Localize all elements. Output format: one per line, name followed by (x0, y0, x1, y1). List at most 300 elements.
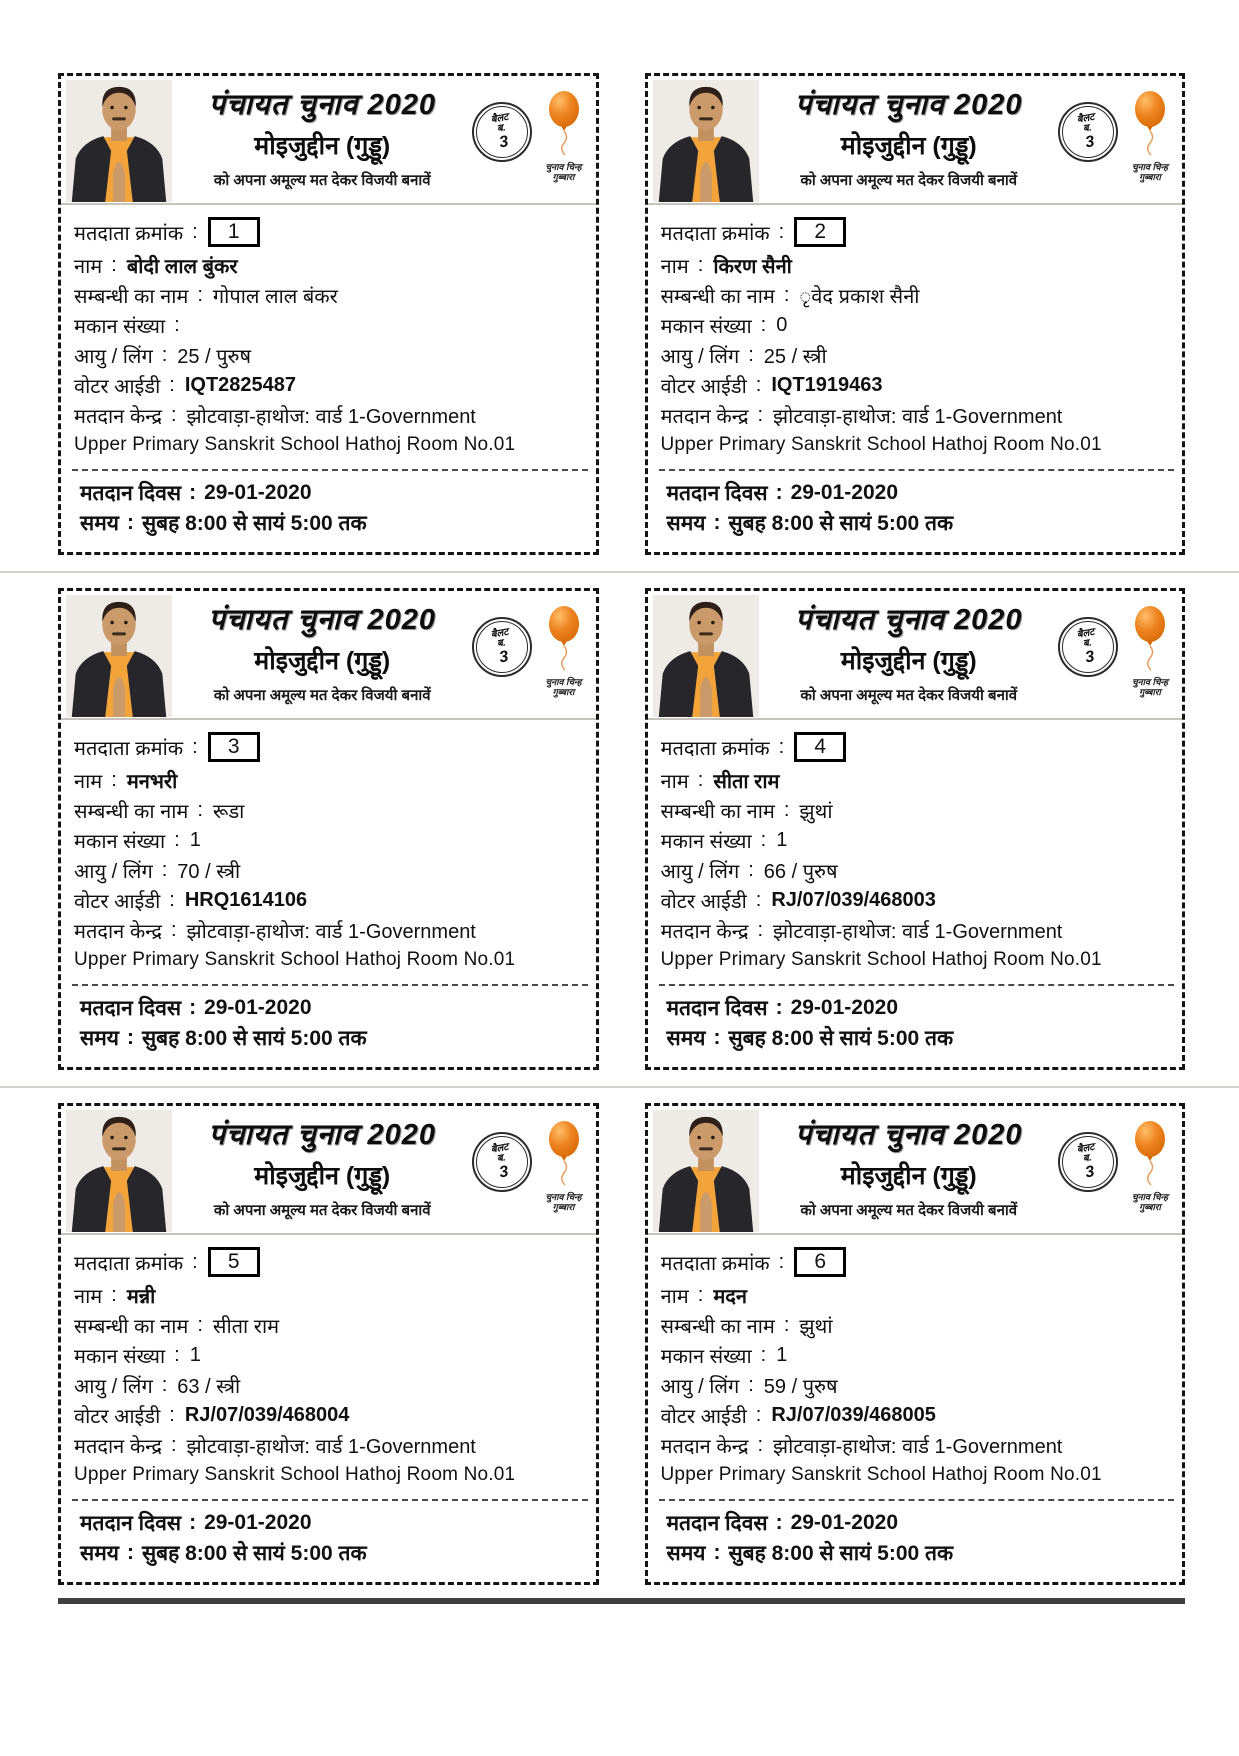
field-polling-booth (661, 400, 1175, 430)
ballot-number-seal-text (1056, 615, 1121, 680)
field-label: मतदाता क्रमांक (660, 222, 770, 245)
serial-number-box: 3 (208, 732, 260, 762)
ballot-number: 3 (1083, 132, 1096, 151)
field-serial (661, 214, 1175, 250)
colon: : (161, 1373, 168, 1396)
field-relative-name (661, 795, 1175, 825)
card-header-text (760, 80, 1059, 202)
candidate-photo (65, 80, 173, 202)
house-number: 0 (776, 313, 788, 336)
field-age-gender (74, 855, 588, 885)
voter-details (661, 729, 1175, 1053)
field-label: मकान संख्या (660, 1345, 752, 1368)
colon: : (713, 1541, 721, 1564)
relative-name: रूडा (212, 800, 245, 823)
colon: : (189, 481, 197, 504)
voter-slip-card (645, 1103, 1186, 1585)
colon: : (189, 996, 197, 1019)
colon: : (755, 888, 762, 911)
field-label: सम्बन्धी का नाम (74, 1315, 189, 1338)
field-polling-booth (74, 915, 588, 945)
colon: : (161, 343, 168, 366)
field-serial (74, 1244, 588, 1280)
symbol-caption-line1: चुनाव चिन्ह (1131, 1192, 1169, 1202)
header-separator-line (648, 203, 1183, 205)
seal-word: ब. (1082, 1151, 1093, 1165)
symbol-caption-line1: चुनाव चिन्ह (1131, 162, 1169, 172)
field-label: मतदान केन्द्र (660, 405, 749, 428)
field-serial (74, 729, 588, 765)
balloon-icon (1130, 90, 1170, 156)
symbol-caption-line1: चुनाव चिन्ह (545, 1192, 582, 1202)
card-header-right (1058, 1110, 1176, 1232)
field-polling-booth (661, 915, 1175, 945)
field-serial (661, 729, 1175, 765)
header-separator-line (648, 1233, 1183, 1235)
field-label: मतदान दिवस (80, 997, 182, 1020)
field-label: आयु / लिंग (74, 860, 153, 883)
colon: : (760, 313, 767, 336)
field-name (74, 765, 588, 795)
field-name (74, 250, 588, 280)
colon: : (169, 1403, 175, 1426)
field-label: मतदान दिवस (80, 482, 182, 505)
voter-name: सीता राम (713, 770, 780, 793)
candidate-photo (652, 1110, 760, 1232)
election-symbol (538, 1120, 590, 1213)
election-title: पंचायत चुनाव 2020 (794, 89, 1023, 121)
seal-word: ब. (495, 636, 506, 650)
seal-word: बैलट (1075, 111, 1096, 126)
colon: : (760, 828, 767, 851)
header-separator-line (61, 718, 596, 720)
field-label: समय (80, 512, 119, 535)
field-label: समय (80, 1027, 119, 1050)
ballot-number-seal-text (1056, 1130, 1121, 1195)
colon: : (775, 996, 783, 1019)
card-header-right (1058, 595, 1176, 717)
colon: : (197, 283, 203, 306)
colon: : (174, 313, 180, 336)
field-label: सम्बन्धी का नाम (74, 285, 189, 308)
symbol-caption-line2: गुब्बारा (1139, 687, 1161, 698)
card-header-text (173, 595, 472, 717)
school-address: Upper Primary Sanskrit School Hathoj Room No.01 (74, 434, 516, 455)
candidate-name: मोइजुद्दीन (गुड्डू) (840, 647, 977, 675)
colon: : (192, 1250, 198, 1273)
candidate-photo (65, 1110, 173, 1232)
booth-address: झोटवाड़ा-हाथोज: वार्ड 1-Government (773, 1435, 1063, 1458)
election-title: पंचायत चुनाव 2020 (208, 89, 437, 121)
field-label: नाम (660, 255, 689, 278)
booth-address: झोटवाड़ा-हाथोज: वार्ड 1-Government (186, 920, 476, 943)
school-address: Upper Primary Sanskrit School Hathoj Room No.01 (660, 434, 1102, 455)
voter-slip-card (58, 73, 599, 555)
field-label: नाम (74, 770, 103, 793)
field-age-gender (74, 1370, 588, 1400)
card-header-right (472, 1110, 590, 1232)
colon: : (783, 798, 790, 821)
field-label: मतदान दिवस (666, 1512, 768, 1535)
colon: : (778, 1250, 785, 1273)
election-title: पंचायत चुनाव 2020 (794, 1119, 1023, 1151)
field-label: मकान संख्या (74, 1345, 166, 1368)
field-label: नाम (74, 255, 103, 278)
polling-time-text (74, 508, 588, 538)
election-title: पंचायत चुनाव 2020 (794, 604, 1023, 636)
colon: : (748, 343, 754, 366)
ballot-number-seal-text (469, 1130, 534, 1195)
booth-address: झोटवाड़ा-हाथोज: वार्ड 1-Government (773, 920, 1063, 943)
card-grid (58, 73, 1185, 1585)
field-label: मकान संख्या (74, 315, 166, 338)
polling-time-value: सुबह 8:00 से सायं 5:00 तक (141, 1542, 367, 1565)
field-relative-name (74, 1310, 588, 1340)
field-label: आयु / लिंग (660, 1375, 740, 1398)
polling-time-text (661, 1023, 1175, 1053)
seal-word: ब. (495, 121, 506, 135)
ballot-number: 3 (497, 647, 510, 666)
seal-word: ब. (1082, 636, 1093, 650)
polling-day-value: 29-01-2020 (204, 1511, 312, 1534)
election-symbol (1124, 90, 1176, 183)
ballot-number-seal (1058, 617, 1118, 677)
polling-time-text (661, 508, 1175, 538)
ballot-number: 3 (1083, 1162, 1096, 1181)
colon: : (169, 373, 175, 396)
serial-number-box: 2 (794, 217, 846, 247)
relative-name: गोपाल लाल बंकर (212, 285, 338, 308)
age-gender: 70 / स्त्री (177, 860, 241, 883)
election-symbol (538, 90, 590, 183)
field-house-number (661, 1340, 1175, 1370)
voter-id: IQT1919463 (771, 373, 883, 396)
field-label: मतदाता क्रमांक (74, 737, 184, 760)
symbol-caption-line2: गुब्बारा (1139, 1202, 1161, 1213)
field-label: मतदान केन्द्र (74, 920, 162, 943)
school-address: Upper Primary Sanskrit School Hathoj Room No.01 (74, 1464, 516, 1485)
colon: : (713, 511, 721, 534)
field-age-gender (661, 855, 1175, 885)
colon: : (169, 888, 175, 911)
colon: : (170, 403, 177, 426)
voter-id: RJ/07/039/468005 (771, 1403, 936, 1426)
age-gender: 25 / स्त्री (763, 345, 827, 368)
field-polling-booth (661, 1430, 1175, 1460)
voter-id: RJ/07/039/468004 (184, 1403, 350, 1426)
polling-time-value: सुबह 8:00 से सायं 5:00 तक (728, 1027, 954, 1050)
field-label: आयु / लिंग (660, 860, 740, 883)
field-label: मतदान केन्द्र (660, 920, 749, 943)
field-age-gender (74, 340, 588, 370)
polling-time-text (74, 1023, 588, 1053)
voter-details (74, 214, 588, 538)
field-label: मतदान दिवस (666, 482, 768, 505)
polling-time-text (74, 1538, 588, 1568)
house-number: 1 (776, 828, 788, 851)
slogan-text: को अपना अमूल्य मत देकर विजयी बनावें (213, 172, 431, 189)
slogan-text: को अपना अमूल्य मत देकर विजयी बनावें (213, 687, 431, 704)
election-symbol (538, 605, 590, 698)
field-label: वोटर आईडी (74, 375, 161, 398)
colon: : (775, 481, 783, 504)
field-voter-id (661, 370, 1175, 400)
colon: : (189, 1511, 197, 1534)
ballot-number-seal (472, 1132, 532, 1192)
field-name (661, 250, 1175, 280)
field-age-gender (661, 340, 1175, 370)
field-label: वोटर आईडी (660, 1405, 747, 1428)
colon: : (174, 828, 180, 851)
field-label: समय (666, 512, 706, 535)
card-header-text (760, 1110, 1059, 1232)
candidate-photo (65, 595, 173, 717)
field-voter-id (661, 885, 1175, 915)
field-label: मकान संख्या (660, 830, 752, 853)
candidate-name: मोइजुद्दीन (गुड्डू) (254, 1162, 391, 1190)
card-header (65, 1110, 590, 1232)
symbol-caption-line2: गुब्बारा (552, 172, 575, 183)
field-label: आयु / लिंग (660, 345, 740, 368)
candidate-name: मोइजुद्दीन (गुड्डू) (840, 1162, 977, 1190)
card-header (652, 595, 1177, 717)
symbol-caption (538, 162, 590, 183)
footer-separator-line (72, 1499, 588, 1501)
field-label: मतदान केन्द्र (660, 1435, 749, 1458)
candidate-name: मोइजुद्दीन (गुड्डू) (254, 647, 391, 675)
field-serial (74, 214, 588, 250)
field-name (74, 1280, 588, 1310)
voter-slip-card (58, 588, 599, 1070)
symbol-caption (1124, 1192, 1176, 1213)
colon: : (760, 1343, 767, 1366)
candidate-photo-image (652, 595, 760, 717)
field-label: वोटर आईडी (74, 890, 161, 913)
age-gender: 59 / पुरुष (763, 1375, 838, 1398)
booth-address: झोटवाड़ा-हाथोज: वार्ड 1-Government (186, 405, 476, 428)
colon: : (778, 735, 785, 758)
voter-slip-card (645, 588, 1186, 1070)
candidate-photo (652, 595, 760, 717)
ballot-number-seal (1058, 1132, 1118, 1192)
house-number: 1 (189, 1343, 201, 1366)
colon: : (697, 253, 704, 276)
field-voter-id (74, 370, 588, 400)
field-label: मतदाता क्रमांक (660, 1252, 770, 1275)
symbol-caption-line1: चुनाव चिन्ह (545, 677, 582, 687)
booth-address: झोटवाड़ा-हाथोज: वार्ड 1-Government (773, 405, 1063, 428)
field-relative-name (74, 795, 588, 825)
colon: : (748, 858, 754, 881)
school-address: Upper Primary Sanskrit School Hathoj Room No.01 (660, 1464, 1102, 1485)
colon: : (783, 1313, 790, 1336)
seal-word: ब. (1082, 121, 1093, 135)
colon: : (697, 768, 704, 791)
colon: : (757, 918, 764, 941)
colon: : (126, 1541, 134, 1564)
colon: : (757, 1433, 764, 1456)
relative-name: सीता राम (212, 1315, 280, 1338)
field-house-number (74, 1340, 588, 1370)
header-separator-line (61, 203, 596, 205)
field-label: सम्बन्धी का नाम (74, 800, 189, 823)
field-label: आयु / लिंग (74, 345, 153, 368)
voter-name: मन्नी (126, 1285, 156, 1308)
election-title: पंचायत चुनाव 2020 (208, 604, 437, 636)
card-header (65, 595, 590, 717)
balloon-icon (1130, 1120, 1170, 1186)
voter-details (74, 729, 588, 1053)
ballot-number: 3 (497, 132, 510, 151)
colon: : (748, 1373, 754, 1396)
colon: : (111, 1283, 117, 1306)
field-name (661, 765, 1175, 795)
colon: : (111, 768, 117, 791)
balloon-icon (544, 605, 584, 671)
slogan-text: को अपना अमूल्य मत देकर विजयी बनावें (800, 1202, 1018, 1219)
relative-name: ◌ृवेद प्रकाश सैनी (799, 285, 920, 308)
house-number: 1 (776, 1343, 788, 1366)
seal-word: ब. (495, 1151, 506, 1165)
colon: : (192, 735, 198, 758)
card-header (65, 80, 590, 202)
candidate-name: मोइजुद्दीन (गुड्डू) (840, 132, 977, 160)
card-header-text (173, 80, 472, 202)
symbol-caption-line2: गुब्बारा (552, 687, 575, 698)
field-relative-name (661, 280, 1175, 310)
field-label: मतदाता क्रमांक (74, 1252, 184, 1275)
field-polling-booth (74, 1430, 588, 1460)
polling-day-text (661, 478, 1175, 508)
field-label: सम्बन्धी का नाम (660, 800, 775, 823)
row-separator-line (0, 1086, 1239, 1088)
card-header-text (760, 595, 1059, 717)
field-label: मतदान दिवस (80, 1512, 182, 1535)
voter-name: मनभरी (126, 770, 178, 793)
field-label: मतदाता क्रमांक (660, 737, 770, 760)
field-label: नाम (74, 1285, 103, 1308)
voter-details (661, 214, 1175, 538)
colon: : (713, 1026, 721, 1049)
candidate-photo (652, 80, 760, 202)
voter-id: HRQ1614106 (184, 888, 308, 911)
field-age-gender (661, 1370, 1175, 1400)
election-title: पंचायत चुनाव 2020 (208, 1119, 437, 1151)
field-name (661, 1280, 1175, 1310)
election-symbol (1124, 1120, 1176, 1213)
age-gender: 63 / स्त्री (177, 1375, 241, 1398)
ballot-number: 3 (497, 1162, 510, 1181)
balloon-icon (1130, 605, 1170, 671)
field-label: सम्बन्धी का नाम (660, 285, 775, 308)
card-header (652, 1110, 1177, 1232)
colon: : (197, 798, 203, 821)
polling-time-value: सुबह 8:00 से सायं 5:00 तक (141, 1027, 367, 1050)
colon: : (775, 1511, 783, 1534)
voter-name: मदन (713, 1285, 747, 1308)
field-house-number (74, 825, 588, 855)
slogan-text: को अपना अमूल्य मत देकर विजयी बनावें (800, 687, 1018, 704)
ballot-number-seal (472, 102, 532, 162)
field-label: वोटर आईडी (74, 1405, 161, 1428)
field-label: समय (80, 1542, 119, 1565)
field-serial (661, 1244, 1175, 1280)
ballot-number-seal-text (469, 615, 534, 680)
field-label: नाम (660, 1285, 689, 1308)
ballot-number-seal-text (469, 100, 534, 165)
field-relative-name (661, 1310, 1175, 1340)
polling-time-value: सुबह 8:00 से सायं 5:00 तक (728, 512, 954, 535)
field-label: नाम (660, 770, 689, 793)
symbol-caption (1124, 162, 1176, 183)
candidate-photo-image (652, 80, 760, 202)
candidate-photo-image (65, 80, 173, 202)
field-label: मतदान केन्द्र (74, 405, 162, 428)
symbol-caption-line1: चुनाव चिन्ह (545, 162, 582, 172)
voter-details (661, 1244, 1175, 1568)
relative-name: झुथां (799, 1315, 833, 1338)
field-label: मतदाता क्रमांक (74, 222, 184, 245)
balloon-icon (544, 90, 584, 156)
footer-separator-line (659, 469, 1175, 471)
row-separator-line (0, 571, 1239, 573)
field-voter-id (74, 1400, 588, 1430)
field-label: सम्बन्धी का नाम (660, 1315, 775, 1338)
colon: : (757, 403, 764, 426)
booth-address: झोटवाड़ा-हाथोज: वार्ड 1-Government (186, 1435, 476, 1458)
symbol-caption (538, 677, 590, 698)
field-house-number (661, 310, 1175, 340)
card-header (652, 80, 1177, 202)
field-label: मकान संख्या (660, 315, 752, 338)
ballot-number: 3 (1083, 647, 1096, 666)
colon: : (778, 220, 785, 243)
candidate-photo-image (65, 595, 173, 717)
field-label: समय (666, 1027, 706, 1050)
colon: : (170, 918, 177, 941)
colon: : (174, 1343, 180, 1366)
polling-time-text (661, 1538, 1175, 1568)
polling-day-value: 29-01-2020 (204, 481, 312, 504)
symbol-caption-line1: चुनाव चिन्ह (1131, 677, 1169, 687)
colon: : (170, 1433, 177, 1456)
polling-day-value: 29-01-2020 (790, 481, 898, 504)
voter-details (74, 1244, 588, 1568)
seal-word: बैलट (489, 626, 509, 641)
polling-time-value: सुबह 8:00 से सायं 5:00 तक (728, 1542, 954, 1565)
serial-number-box: 4 (794, 732, 846, 762)
field-label: आयु / लिंग (74, 1375, 153, 1398)
slogan-text: को अपना अमूल्य मत देकर विजयी बनावें (800, 172, 1018, 189)
field-voter-id (74, 885, 588, 915)
seal-word: बैलट (489, 111, 509, 126)
symbol-caption-line2: गुब्बारा (1139, 172, 1161, 183)
polling-day-text (74, 1508, 588, 1538)
balloon-icon (544, 1120, 584, 1186)
polling-day-value: 29-01-2020 (204, 996, 312, 1019)
election-symbol (1124, 605, 1176, 698)
voter-name: बोदी लाल बुंकर (126, 255, 238, 278)
polling-day-text (661, 1508, 1175, 1538)
polling-day-value: 29-01-2020 (790, 1511, 898, 1534)
voter-id: IQT2825487 (184, 373, 297, 396)
voter-name: किरण सैनी (713, 255, 792, 278)
colon: : (755, 1403, 762, 1426)
polling-day-text (661, 993, 1175, 1023)
colon: : (126, 511, 134, 534)
voter-slip-card (645, 73, 1186, 555)
relative-name: झुथां (799, 800, 833, 823)
